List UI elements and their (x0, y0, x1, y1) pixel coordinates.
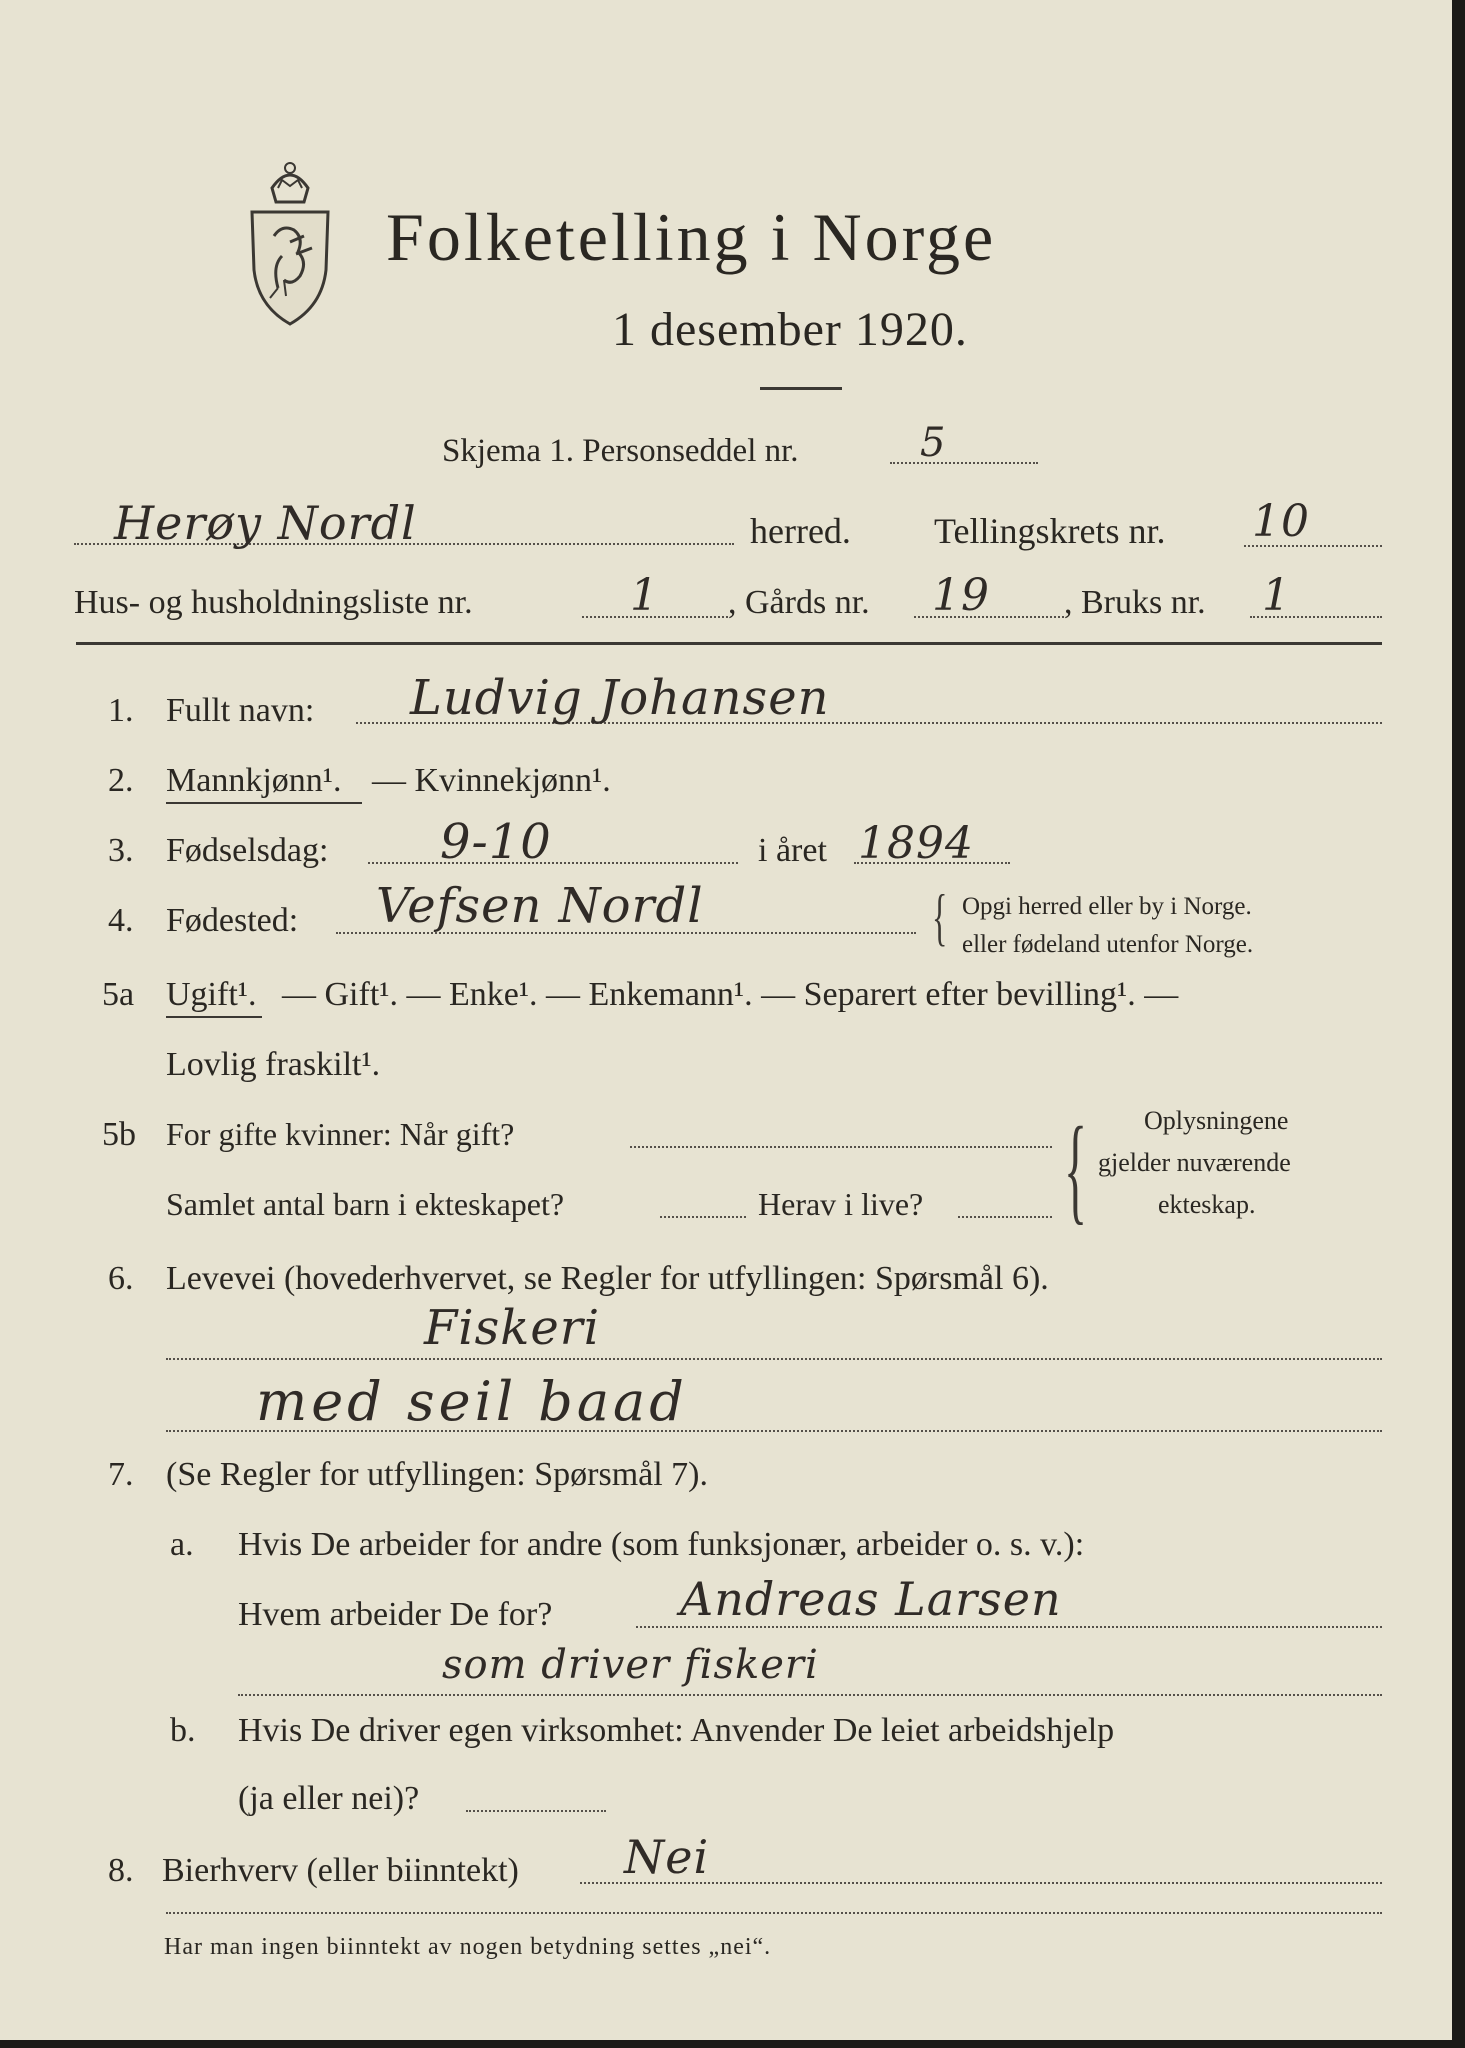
q7a-value-1: Andreas Larsen (680, 1572, 1062, 1626)
q3-year-value: 1894 (858, 818, 974, 869)
q5b-brace: { (1064, 1102, 1088, 1235)
bruks-value: 1 (1262, 570, 1291, 621)
q4-label: Fødested: (166, 902, 299, 939)
q5b-note-2: gjelder nuværende (1098, 1148, 1291, 1177)
q5b-line-1: For gifte kvinner: Når gift? (166, 1116, 515, 1152)
q3-label: Fødselsdag: (166, 832, 329, 869)
q5a-other-options[interactable]: — Gift¹. — Enke¹. — Enkemann¹. — Separert efter bevilling¹. — (282, 976, 1179, 1013)
q7a-text: Hvis De arbeider for andre (som funksjonær, arbeider o. s. v.): (238, 1526, 1085, 1563)
q7a-value-2: som driver fiskeri (442, 1642, 819, 1688)
tellingskrets-label: Tellingskrets nr. (934, 511, 1166, 551)
q5b-note-3: ekteskap. (1158, 1190, 1256, 1219)
q7b-text: Hvis De driver egen virksomhet: Anvender De leiet arbeidshjelp (238, 1712, 1115, 1749)
q5b-line-2: Samlet antal barn i ekteskapet? (166, 1186, 565, 1222)
q7-label: (Se Regler for utfyllingen: Spørsmål 7). (166, 1456, 709, 1493)
footer-separator (166, 1912, 1382, 1914)
q1-label: Fullt navn: (166, 692, 315, 729)
q2-female-option[interactable]: — Kvinnekjønn¹. (372, 762, 611, 799)
q5b-number: 5b (102, 1116, 136, 1153)
q6-value-2: med seil baad (256, 1370, 688, 1433)
q7a-question: Hvem arbeider De for? (238, 1596, 553, 1633)
q6-field-1[interactable] (166, 1358, 1382, 1360)
q5a-ugift-option[interactable]: Ugift¹. (166, 976, 257, 1013)
q8-label: Bierhverv (eller biinntekt) (162, 1852, 519, 1889)
bruks-label: , Bruks nr. (1064, 584, 1206, 621)
q5a-fraskilt-option[interactable]: Lovlig fraskilt¹. (166, 1046, 381, 1083)
q6-number: 6. (108, 1260, 134, 1297)
q7a-field-2[interactable] (238, 1694, 1382, 1696)
census-date: 1 desember 1920. (612, 303, 968, 356)
q3-day-field[interactable] (368, 862, 738, 864)
tellingskrets-value: 10 (1252, 496, 1310, 547)
q4-brace: { (932, 881, 948, 952)
q5a-ugift-underline (166, 1016, 262, 1018)
q4-value: Vefsen Nordl (376, 878, 704, 934)
q8-number: 8. (108, 1852, 134, 1889)
q2-number: 2. (108, 762, 134, 799)
husholdningsliste-value: 1 (630, 570, 659, 621)
q7-number: 7. (108, 1456, 134, 1493)
husholdningsliste-label: Hus- og husholdningsliste nr. (74, 584, 473, 621)
q6-label: Levevei (hovederhvervet, se Regler for utfyllingen: Spørsmål 6). (166, 1260, 1049, 1297)
footer-note: Har man ingen biinntekt av nogen betydning settes „nei“. (164, 1934, 772, 1960)
q3-year-label: i året (758, 832, 827, 869)
q4-note-2: eller fødeland utenfor Norge. (962, 931, 1254, 958)
q5b-children-field[interactable] (660, 1216, 746, 1218)
gards-value: 19 (932, 570, 990, 621)
q6-value-1: Fiskeri (424, 1300, 601, 1356)
q7b-letter: b. (170, 1712, 196, 1749)
q7a-field-1[interactable] (636, 1626, 1382, 1628)
q4-number: 4. (108, 902, 134, 939)
q5a-number: 5a (102, 976, 135, 1013)
q2-male-underline (166, 802, 362, 804)
q5b-line-2b: Herav i live? (758, 1186, 924, 1222)
q7a-letter: a. (170, 1526, 194, 1563)
q1-value: Ludvig Johansen (410, 670, 830, 726)
q1-number: 1. (108, 692, 134, 729)
q4-note-1: Opgi herred eller by i Norge. (962, 893, 1252, 920)
q3-day-value: 9-10 (440, 814, 552, 870)
q5b-alive-field[interactable] (958, 1216, 1052, 1218)
personseddel-value: 5 (920, 420, 947, 466)
herred-value: Herøy Nordl (114, 496, 417, 550)
gards-label: , Gårds nr. (728, 584, 870, 621)
coat-of-arms-icon (242, 158, 338, 328)
skjema-label: Skjema 1. Personseddel nr. (442, 433, 799, 469)
q5b-note-1: Oplysningene (1144, 1106, 1289, 1135)
title-divider (760, 387, 842, 390)
q7b-field[interactable] (466, 1810, 606, 1812)
herred-label: herred. (750, 511, 851, 551)
q2-male-option[interactable]: Mannkjønn¹. (166, 762, 342, 799)
q7b-question: (ja eller nei)? (238, 1780, 420, 1817)
q3-number: 3. (108, 832, 134, 869)
q5b-married-field[interactable] (630, 1146, 1052, 1148)
form-title: Folketelling i Norge (386, 199, 997, 275)
header-separator (76, 642, 1382, 645)
personseddel-field[interactable] (890, 462, 1038, 464)
q8-value: Nei (624, 1830, 710, 1884)
